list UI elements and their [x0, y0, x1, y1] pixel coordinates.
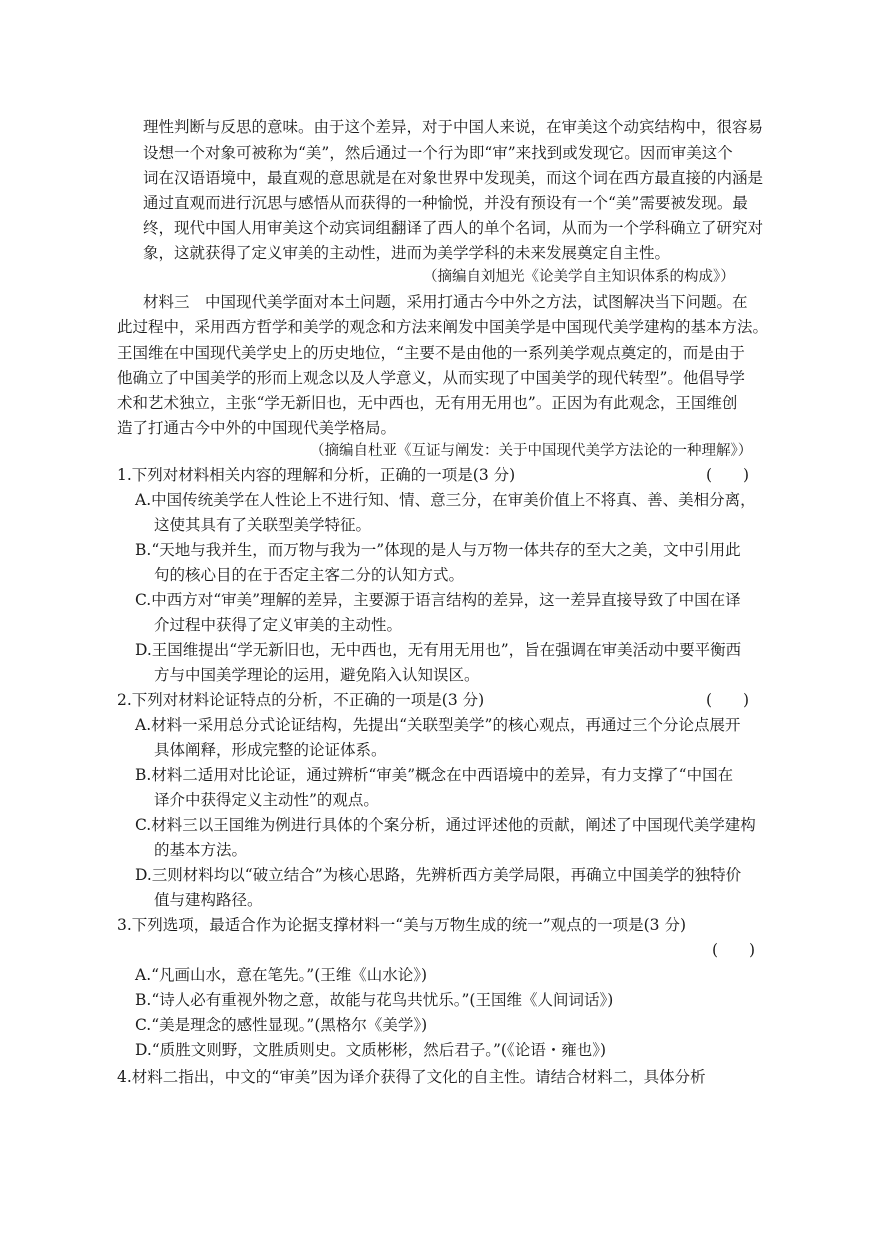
question-2-option-a: A.材料一采用总分式论证结构，先提出“关联型美学”的核心观点，再通过三个分论点展开: [135, 716, 741, 734]
question-2-option-c: C.材料三以王国维为例进行具体的个案分析，通过评述他的贡献，阐述了中国现代美学建构: [135, 816, 756, 834]
material3-source: （摘编自杜亚《互证与阐发：关于中国现代美学方法论的一种理解》）: [310, 443, 753, 459]
question-1-option-b-cont: 句的核心目的在于否定主客二分的认知方式。: [154, 566, 465, 584]
question-1-stem: 1.下列对材料相关内容的理解和分析，正确的一项是(3 分): [117, 466, 516, 484]
question-3-stem: 3.下列选项，最适合作为论据支撑材料一“美与万物生成的统一”观点的一项是(3 分): [117, 916, 687, 934]
question-2-answer-blank[interactable]: ( ): [706, 691, 750, 709]
question-1-option-b: B.“天地与我并生，而万物与我为一”体现的是人与万物一体共存的至大之美，文中引用此: [135, 541, 741, 559]
question-3-option-c: C.“美是理念的感性显现。”(黑格尔《美学》): [135, 1016, 428, 1034]
material3-line-6: 造了打通古今中外的中国现代美学格局。: [117, 419, 397, 437]
material3-line-5: 术和艺术独立，主张“学无新旧也，无中西也，无有用无用也”。正因为有此观念，王国维创: [117, 394, 738, 412]
question-1-option-d-cont: 方与中国美学理论的运用，避免陷入认知误区。: [154, 666, 480, 684]
question-1-answer-blank[interactable]: ( ): [706, 466, 750, 484]
question-1-option-a: A.中国传统美学在人性论上不进行知、情、意三分，在审美价值上不将真、善、美相分离，: [135, 491, 756, 509]
question-2-option-d: D.三则材料均以“破立结合”为核心思路，先辨析西方美学局限，再确立中国美学的独特价: [135, 866, 742, 884]
question-1-option-d: D.王国维提出“学无新旧也，无中西也，无有用无用也”，旨在强调在审美活动中要平衡西: [135, 641, 742, 659]
question-1-option-c-cont: 介过程中获得了定义审美的主动性。: [154, 616, 403, 634]
material2-line-6: 象，这就获得了定义审美的主动性，进而为美学学科的未来发展奠定自主性。: [143, 244, 671, 262]
material2-line-5: 终，现代中国人用审美这个动宾词组翻译了西人的单个名词，从而为一个学科确立了研究对: [143, 219, 764, 237]
question-2-stem: 2.下列对材料论证特点的分析，不正确的一项是(3 分): [117, 691, 485, 709]
question-2-option-a-cont: 具体阐释，形成完整的论证体系。: [154, 741, 387, 759]
question-3-option-b: B.“诗人必有重视外物之意，故能与花鸟共忧乐。”(王国维《人间词话》): [135, 991, 614, 1009]
material3-line-4: 他确立了中国美学的形而上观念以及人学意义，从而实现了中国美学的现代转型”。他倡导学: [117, 369, 745, 387]
material2-line-1: 理性判断与反思的意味。由于这个差异，对于中国人来说，在审美这个动宾结构中，很容易: [143, 118, 764, 136]
question-3-option-d: D.“质胜文则野，文胜质则史。文质彬彬，然后君子。”(《论语・雍也》): [135, 1041, 606, 1059]
material3-line-1: 材料三 中国现代美学面对本土问题，采用打通古今中外之方法，试图解决当下问题。在: [143, 293, 748, 311]
question-1-option-c: C.中西方对“审美”理解的差异，主要源于语言结构的差异，这一差异直接导致了中国在译: [135, 591, 741, 609]
question-2-option-c-cont: 的基本方法。: [154, 841, 248, 859]
material2-line-4: 通过直观而进行沉思与感悟从而获得的一种愉悦，并没有预设有一个“美”需要被发现。最: [143, 194, 748, 212]
question-2-option-d-cont: 值与建构路径。: [154, 891, 263, 909]
material2-line-3: 词在汉语语境中，最直观的意思就是在对象世界中发现美，而这个词在西方最直接的内涵是: [143, 169, 764, 187]
material3-line-2: 此过程中，采用西方哲学和美学的观念和方法来阐发中国美学是中国现代美学建构的基本方法。: [117, 318, 769, 336]
question-3-answer-blank[interactable]: ( ): [712, 941, 756, 959]
question-1-option-a-cont: 这使其具有了关联型美学特征。: [154, 516, 372, 534]
material2-line-2: 设想一个对象可被称为“美”，然后通过一个行为即“审”来找到或发现它。因而审美这个: [143, 144, 733, 162]
material2-source: （摘编自刘旭光《论美学自主知识体系的构成》）: [423, 269, 735, 285]
material3-line-3: 王国维在中国现代美学史上的历史地位，“主要不是由他的一系列美学观点奠定的，而是由于: [117, 344, 745, 362]
question-3-option-a: A.“凡画山水，意在笔先。”(王维《山水论》): [135, 966, 428, 984]
question-4-stem: 4.材料二指出，中文的“审美”因为译介获得了文化的自主性。请结合材料二，具体分析: [117, 1068, 706, 1086]
question-2-option-b-cont: 译介中获得定义主动性”的观点。: [154, 791, 379, 809]
question-2-option-b: B.材料二适用对比论证，通过辨析“审美”概念在中西语境中的差异，有力支撑了“中国在: [135, 766, 734, 784]
